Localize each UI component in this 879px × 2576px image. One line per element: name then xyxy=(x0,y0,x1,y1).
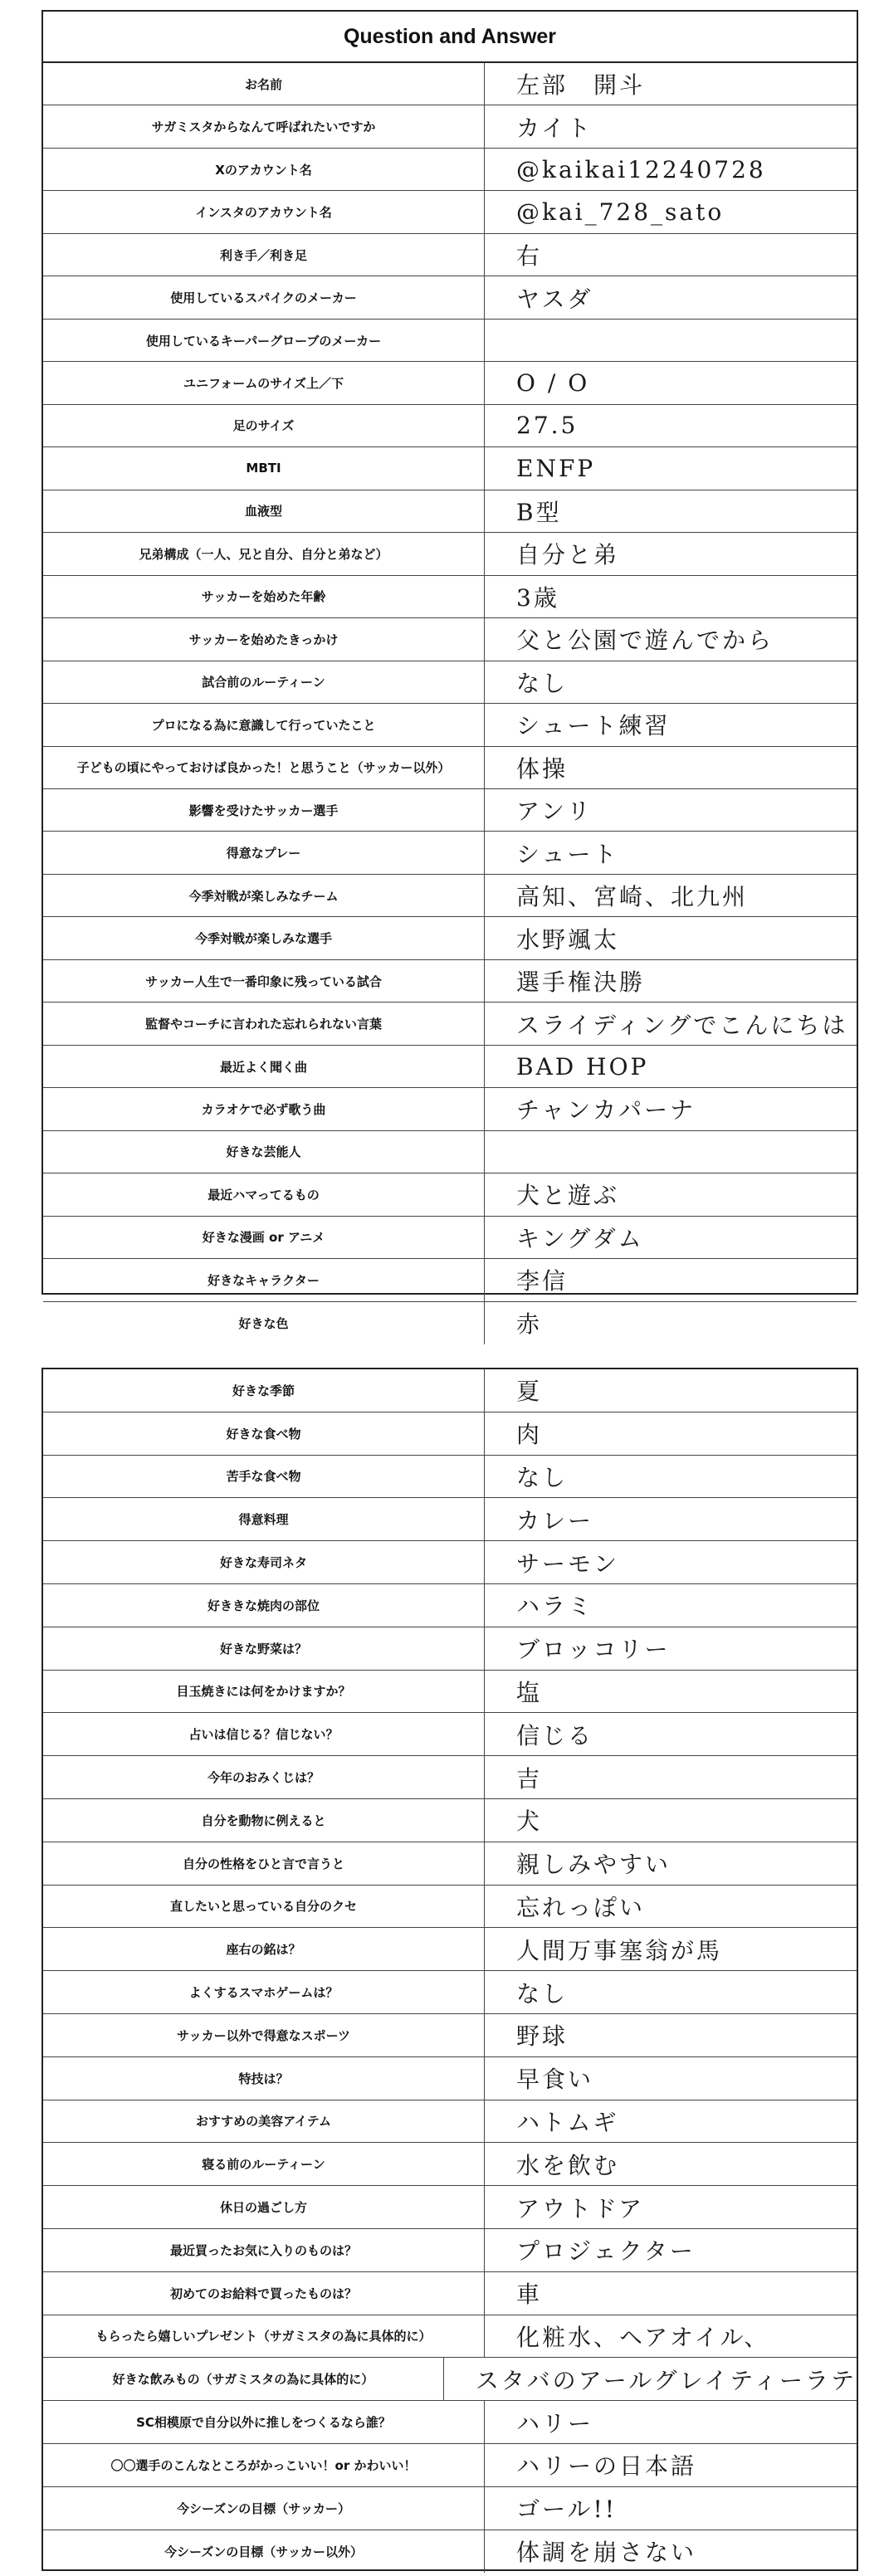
answer-text: O / O xyxy=(516,369,590,398)
qa-row xyxy=(43,1003,857,1045)
qa-row xyxy=(43,2530,857,2574)
qa-row xyxy=(43,1088,857,1130)
answer-text: B型 xyxy=(516,498,562,526)
answer-text: 野球 xyxy=(516,2022,569,2051)
question-label: 好きな飲みもの（サガミスタの為に具体的に） xyxy=(43,2358,444,2400)
question-label: 好きな食べ物 xyxy=(43,1412,485,1455)
qa-row xyxy=(43,875,857,917)
answer-text: 3歳 xyxy=(516,583,559,612)
qa-row xyxy=(43,1412,857,1456)
question-label: ユニフォームのサイズ上／下 xyxy=(43,362,485,403)
qa-row xyxy=(43,2057,857,2100)
question-label: 今シーズンの目標（サッカー） xyxy=(43,2487,485,2530)
question-label: 今季対戦が楽しみなチーム xyxy=(43,875,485,916)
question-label: プロになる為に意識して行っていたこと xyxy=(43,704,485,745)
question-label: 兄弟構成（一人、兄と自分、自分と弟など） xyxy=(43,533,485,574)
question-label: サッカー以外で得意なスポーツ xyxy=(43,2014,485,2056)
qa-row xyxy=(43,1498,857,1541)
question-label: 座右の銘は？ xyxy=(43,1928,485,1970)
question-label: MBTI xyxy=(43,447,485,489)
answer-text: 体調を崩さない xyxy=(516,2539,697,2567)
question-label: 目玉焼きには何をかけますか？ xyxy=(43,1671,485,1713)
question-label: 休日の過ごし方 xyxy=(43,2186,485,2228)
question-label: 寝る前のルーティーン xyxy=(43,2143,485,2185)
question-label: 得意料理 xyxy=(43,1498,485,1540)
qa-row xyxy=(43,661,857,704)
answer-text: 李信 xyxy=(516,1267,569,1295)
answer-text: 犬と遊ぶ xyxy=(516,1182,620,1210)
question-label: 得意なプレー xyxy=(43,832,485,873)
qa-row xyxy=(43,1217,857,1259)
answer-text: BAD HOP xyxy=(516,1052,649,1081)
question-label: 今年のおみくじは？ xyxy=(43,1756,485,1798)
qa-row xyxy=(43,1928,857,1971)
qa-row xyxy=(43,405,857,447)
qa-row xyxy=(43,490,857,533)
answer-text: サーモン xyxy=(516,1549,620,1578)
qa-row xyxy=(43,1842,857,1886)
answer-text: 夏 xyxy=(516,1378,543,1406)
question-label: Xのアカウント名 xyxy=(43,149,485,190)
answer-text: 高知、宮崎、北九州 xyxy=(516,883,749,911)
answer-text: @kai_728_sato xyxy=(516,198,725,227)
question-label: 好きなキャラクター xyxy=(43,1259,485,1300)
qa-row xyxy=(43,832,857,874)
answer-text: シュート xyxy=(516,840,619,868)
question-label: 今季対戦が楽しみな選手 xyxy=(43,917,485,959)
qa-row xyxy=(43,1173,857,1216)
qa-table-1 xyxy=(42,10,858,1339)
question-label: 今シーズンの目標（サッカー以外） xyxy=(43,2530,485,2574)
qa-row xyxy=(43,576,857,618)
qa-row xyxy=(43,105,857,148)
qa-row xyxy=(43,960,857,1003)
qa-row xyxy=(43,2315,857,2359)
question-label: 最近買ったお気に入りのものは？ xyxy=(43,2229,485,2271)
answer-text: キングダム xyxy=(516,1224,644,1252)
qa-table-2 xyxy=(42,1368,858,2571)
answer-text: ハリー xyxy=(516,2409,594,2437)
answer-text: スタバのアールグレイティーラテ xyxy=(475,2366,857,2394)
question-label: 好きな色 xyxy=(43,1302,485,1344)
answer-text: 27.5 xyxy=(516,412,579,440)
answer-text xyxy=(485,1131,857,1173)
qa-row xyxy=(43,447,857,490)
qa-row xyxy=(43,149,857,191)
question-label: 好ききな焼肉の部位 xyxy=(43,1584,485,1627)
answer-text: なし xyxy=(516,1463,569,1491)
qa-row xyxy=(43,1369,857,1412)
question-label: よくするスマホゲームは？ xyxy=(43,1971,485,2013)
question-label: カラオケで必ず歌う曲 xyxy=(43,1088,485,1129)
qa-row xyxy=(43,191,857,233)
answer-text: 吉 xyxy=(516,1764,543,1793)
answer-text: 水野颯太 xyxy=(516,925,620,954)
qa-row xyxy=(43,320,857,362)
answer-text: ヤスダ xyxy=(516,285,593,313)
answer-text: なし xyxy=(516,669,569,697)
qa-row xyxy=(43,1756,857,1799)
question-label: 好きな寿司ネタ xyxy=(43,1541,485,1583)
answer-text: ブロッコリー xyxy=(516,1636,671,1664)
qa-row xyxy=(43,2487,857,2530)
qa-row xyxy=(43,1886,857,1929)
answer-text: 体操 xyxy=(516,754,569,783)
question-label: サッカー人生で一番印象に残っている試合 xyxy=(43,960,485,1002)
answer-text: シュート練習 xyxy=(516,712,671,740)
qa-row xyxy=(43,234,857,276)
question-label: 好きな野菜は？ xyxy=(43,1627,485,1670)
qa-row xyxy=(43,2358,857,2401)
answer-text: スライディングでこんにちは xyxy=(516,1011,848,1039)
question-label: サガミスタからなんて呼ばれたいですか xyxy=(43,105,485,147)
answer-text: 信じる xyxy=(516,1721,594,1749)
qa-row xyxy=(43,1627,857,1671)
qa-row xyxy=(43,1131,857,1173)
question-label: インスタのアカウント名 xyxy=(43,191,485,232)
qa-row xyxy=(43,2014,857,2057)
question-label: もらったら嬉しいプレゼント（サガミスタの為に具体的に） xyxy=(43,2315,485,2358)
answer-text: カイト xyxy=(516,114,593,142)
answer-text xyxy=(485,320,857,361)
question-label: 好きな季節 xyxy=(43,1369,485,1412)
answer-text: ENFP xyxy=(516,454,596,482)
qa-row xyxy=(43,533,857,575)
qa-row xyxy=(43,704,857,746)
question-label: 占いは信じる？信じない？ xyxy=(43,1713,485,1755)
qa-row xyxy=(43,747,857,789)
qa-row xyxy=(43,2272,857,2315)
qa-row xyxy=(43,1799,857,1842)
answer-text: なし xyxy=(516,1979,569,2008)
question-label: 〇〇選手のこんなところがかっこいい！or かわいい！ xyxy=(43,2444,485,2486)
question-label: 血液型 xyxy=(43,490,485,532)
question-label: お名前 xyxy=(43,63,485,105)
qa-row xyxy=(43,1259,857,1301)
qa-row xyxy=(43,1302,857,1344)
question-label: 苦手な食べ物 xyxy=(43,1456,485,1498)
answer-text: 化粧水、ヘアオイル、 xyxy=(516,2323,770,2351)
answer-text: @kaikai12240728 xyxy=(516,155,766,183)
question-label: 直したいと思っている自分のクセ xyxy=(43,1886,485,1928)
question-label: 初めてのお給料で買ったものは？ xyxy=(43,2272,485,2315)
answer-text: アンリ xyxy=(516,798,593,826)
question-label: 最近よく聞く曲 xyxy=(43,1046,485,1087)
question-label: 最近ハマってるもの xyxy=(43,1173,485,1215)
question-label: サッカーを始めたきっかけ xyxy=(43,618,485,660)
answer-text: アウトドア xyxy=(516,2194,645,2222)
question-label: 自分を動物に例えると xyxy=(43,1799,485,1842)
question-label: おすすめの美容アイテム xyxy=(43,2100,485,2143)
question-label: SC相模原で自分以外に推しをつくるなら誰？ xyxy=(43,2401,485,2443)
question-label: 自分の性格をひと言で言うと xyxy=(43,1842,485,1885)
question-label: サッカーを始めた年齢 xyxy=(43,576,485,617)
answer-text: 車 xyxy=(516,2281,543,2309)
qa-row xyxy=(43,276,857,319)
question-label: 子どもの頃にやっておけば良かった！と思うこと（サッカー以外） xyxy=(43,747,485,788)
question-label: 監督やコーチに言われた忘れられない言葉 xyxy=(43,1003,485,1044)
qa-row xyxy=(43,1971,857,2014)
answer-text: 選手権決勝 xyxy=(516,968,646,997)
answer-text: 自分と弟 xyxy=(516,541,620,569)
answer-text: ハリーの日本語 xyxy=(516,2452,697,2481)
qa-row xyxy=(43,1671,857,1714)
answer-text: 肉 xyxy=(516,1421,543,1449)
question-label: 特技は？ xyxy=(43,2057,485,2100)
answer-text: 塩 xyxy=(516,1678,543,1706)
qa-row xyxy=(43,2143,857,2186)
qa-row xyxy=(43,789,857,832)
answer-text: プロジェクター xyxy=(516,2237,696,2266)
answer-text: 忘れっぽい xyxy=(516,1893,646,1921)
sheet-title: Question and Answer xyxy=(43,12,857,63)
question-label: 影響を受けたサッカー選手 xyxy=(43,789,485,831)
answer-text: 赤 xyxy=(516,1310,543,1339)
qa-row xyxy=(43,63,857,105)
question-label: 足のサイズ xyxy=(43,405,485,446)
answer-text: 父と公園で遊んでから xyxy=(516,627,774,655)
question-label: 使用しているスパイクのメーカー xyxy=(43,276,485,318)
answer-text: チャンカパーナ xyxy=(516,1096,696,1125)
answer-text: 水を飲む xyxy=(516,2151,620,2179)
answer-text: 人間万事塞翁が馬 xyxy=(516,1936,723,1964)
answer-text: ゴール!! xyxy=(516,2496,617,2524)
question-label: 好きな芸能人 xyxy=(43,1131,485,1173)
question-label: 好きな漫画 or アニメ xyxy=(43,1217,485,1258)
qa-row xyxy=(43,1456,857,1499)
qa-row xyxy=(43,2401,857,2444)
qa-row xyxy=(43,2444,857,2487)
qa-row xyxy=(43,618,857,661)
answer-text: 親しみやすい xyxy=(516,1851,671,1879)
qa-row xyxy=(43,362,857,404)
qa-row xyxy=(43,2100,857,2144)
qa-row xyxy=(43,2186,857,2229)
answer-text: 左部 開斗 xyxy=(516,71,646,100)
qa-row xyxy=(43,2229,857,2272)
question-label: 利き手／利き足 xyxy=(43,234,485,276)
qa-row xyxy=(43,917,857,959)
answer-text: 早食い xyxy=(516,2066,594,2094)
answer-text: 犬 xyxy=(516,1808,543,1836)
question-label: 使用しているキーパーグローブのメーカー xyxy=(43,320,485,361)
qa-row xyxy=(43,1541,857,1584)
qa-row xyxy=(43,1584,857,1627)
answer-text: ハラミ xyxy=(516,1593,594,1621)
qa-row xyxy=(43,1713,857,1756)
answer-text: 右 xyxy=(516,242,543,271)
answer-text: カレー xyxy=(516,1506,594,1534)
question-label: 試合前のルーティーン xyxy=(43,661,485,703)
qa-row xyxy=(43,1046,857,1088)
answer-text: ハトムギ xyxy=(516,2108,619,2136)
